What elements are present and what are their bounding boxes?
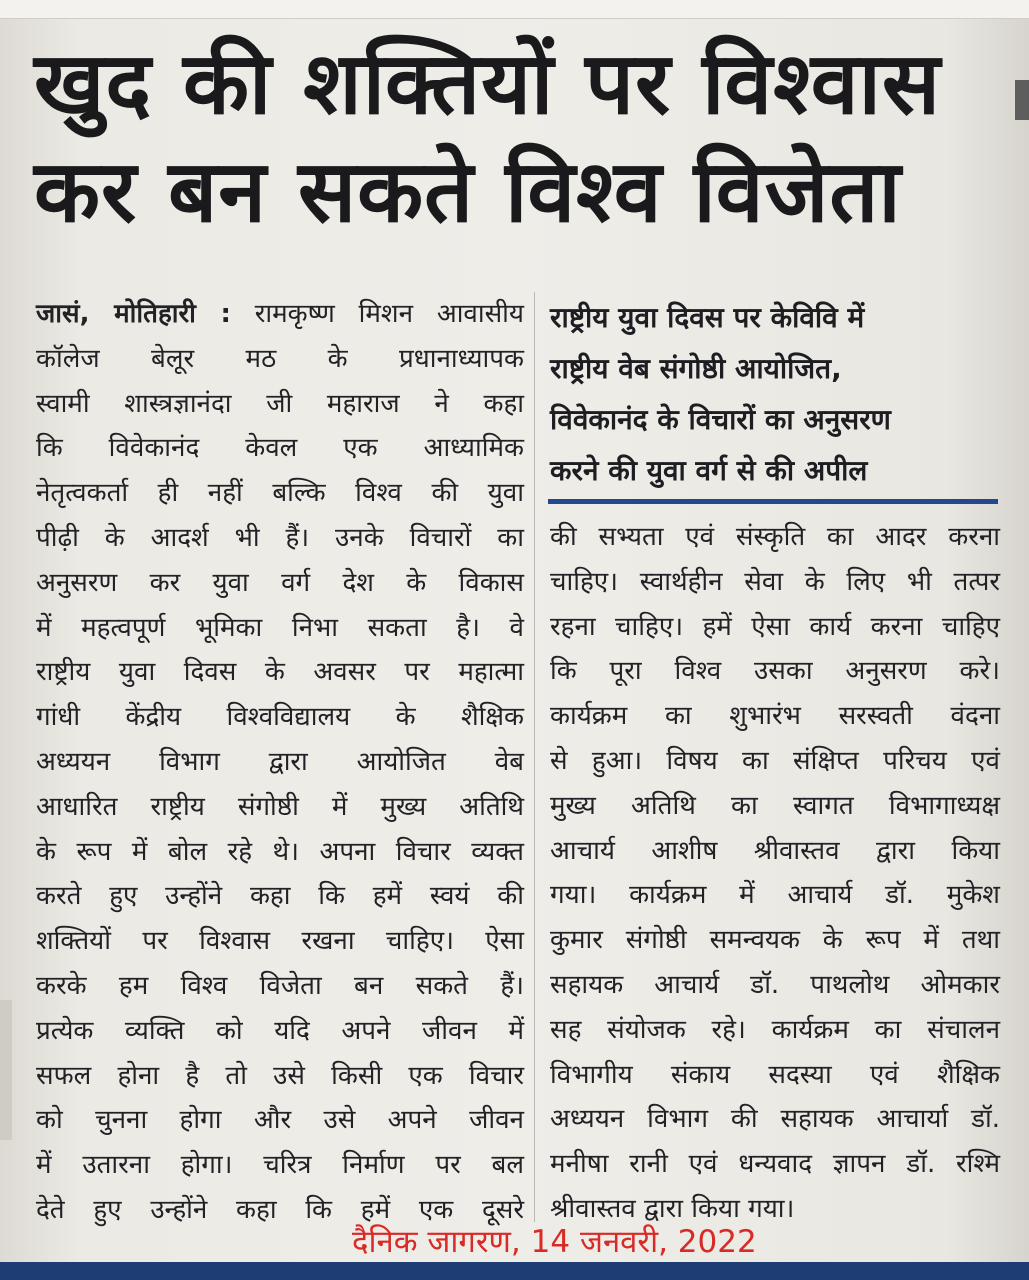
body-line: के रूप में बोल रहे थे। अपना विचार व्यक्त [36, 836, 524, 867]
body-line: करते हुए उन्होंने कहा कि हमें स्वयं की [36, 881, 524, 912]
body-line [36, 292, 524, 337]
body-line: विभागीय संकाय सदस्या एवं शैक्षिक [550, 1059, 1000, 1090]
headline-line-1: खुद की शक्तियों पर विश्वास [34, 34, 942, 134]
subhead-rule [548, 499, 998, 504]
body-line: चाहिए। स्वार्थहीन सेवा के लिए भी तत्पर [550, 566, 1000, 597]
body-line: कार्यक्रम का शुभारंभ सरस्वती वंदना [550, 701, 1000, 732]
body-line: श्रीवास्तव द्वारा किया गया। [550, 1193, 795, 1224]
body-line: स्वामी शास्त्रज्ञानंदा जी महाराज ने कहा [36, 388, 524, 419]
column-divider [534, 292, 535, 1222]
body-line: नेतृत्वकर्ता ही नहीं बल्कि विश्व की युवा [36, 478, 524, 509]
body-line: मनीषा रानी एवं धन्यवाद ज्ञापन डॉ. रश्मि [550, 1149, 1000, 1180]
subhead-line: राष्ट्रीय युवा दिवस पर केविवि में [550, 301, 865, 334]
body-line: रहना चाहिए। हमें ऐसा कार्य करना चाहिए [550, 611, 1000, 642]
subhead-line: राष्ट्रीय वेब संगोष्ठी आयोजित, [550, 352, 842, 385]
top-edge-strip [0, 0, 1029, 19]
body-line: प्रत्येक व्यक्ति को यदि अपने जीवन में [36, 1015, 524, 1046]
left-column [36, 292, 524, 1233]
body-line: सहायक आचार्य डॉ. पाथलोथ ओमकार [550, 969, 1000, 1000]
body-line: कुमार संगोष्ठी समन्वयक के रूप में तथा [550, 925, 1000, 956]
bottom-color-band [0, 1262, 1029, 1280]
subhead-line: करने की युवा वर्ग से की अपील [550, 454, 868, 487]
body-line-text: रामकृष्ण मिशन आवासीय [230, 299, 524, 329]
body-line: की सभ्यता एवं संस्कृति का आदर करना [550, 522, 1000, 552]
body-line: से हुआ। विषय का संक्षिप्त परिचय एवं [550, 745, 1000, 776]
body-line: करके हम विश्व विजेता बन सकते हैं। [36, 970, 524, 1001]
body-line: गांधी केंद्रीय विश्वविद्यालय के शैक्षिक [36, 702, 524, 733]
body-line: देते हुए उन्होंने कहा कि हमें एक दूसरे [36, 1194, 524, 1225]
article-headline [34, 30, 994, 246]
body-line: शक्तियों पर विश्वास रखना चाहिए। ऐसा [36, 926, 524, 957]
body-line: अनुसरण कर युवा वर्ग देश के विकास [36, 567, 524, 598]
headline-line-2: कर बन सकते विश्व विजेता [34, 142, 902, 242]
body-line: में महत्वपूर्ण भूमिका निभा सकता है। वे [36, 612, 524, 643]
subhead-line: विवेकानंद के विचारों का अनुसरण [550, 403, 891, 436]
body-line: सफल होना है तो उसे किसी एक विचार [36, 1060, 524, 1091]
dateline: जासं, मोतिहारी : [36, 299, 231, 329]
body-line: को चुनना होगा और उसे अपने जीवन [36, 1105, 524, 1136]
body-line: कॉलेज बेलूर मठ के प्रधानाध्यापक [36, 343, 524, 374]
body-line: अध्ययन विभाग द्वारा आयोजित वेब [36, 746, 524, 777]
body-line: अध्ययन विभाग की सहायक आचार्या डॉ. [550, 1104, 1000, 1135]
article-subheadline [550, 292, 990, 496]
body-line: गया। कार्यक्रम में आचार्य डॉ. मुकेश [550, 880, 1000, 911]
body-line: सह संयोजक रहे। कार्यक्रम का संचालन [550, 1014, 1000, 1045]
body-line: कि विवेकानंद केवल एक आध्यामिक [36, 433, 524, 464]
body-line: मुख्य अतिथि का स्वागत विभागाध्यक्ष [550, 790, 1000, 821]
source-caption: दैनिक जागरण, 14 जनवरी, 2022 [352, 1224, 757, 1260]
body-line: राष्ट्रीय युवा दिवस के अवसर पर महात्मा [36, 657, 524, 688]
page-edge-shadow [0, 1000, 12, 1140]
right-column [550, 515, 1000, 1232]
body-line: पीढ़ी के आदर्श भी हैं। उनके विचारों का [36, 522, 524, 553]
adjacent-article-fragment [1015, 80, 1029, 120]
body-line: कि पूरा विश्व उसका अनुसरण करे। [550, 656, 1000, 687]
body-line: आधारित राष्ट्रीय संगोष्ठी में मुख्य अतिथि [36, 791, 524, 822]
body-line: में उतारना होगा। चरित्र निर्माण पर बल [36, 1150, 524, 1181]
body-line: आचार्य आशीष श्रीवास्तव द्वारा किया [550, 835, 1000, 866]
